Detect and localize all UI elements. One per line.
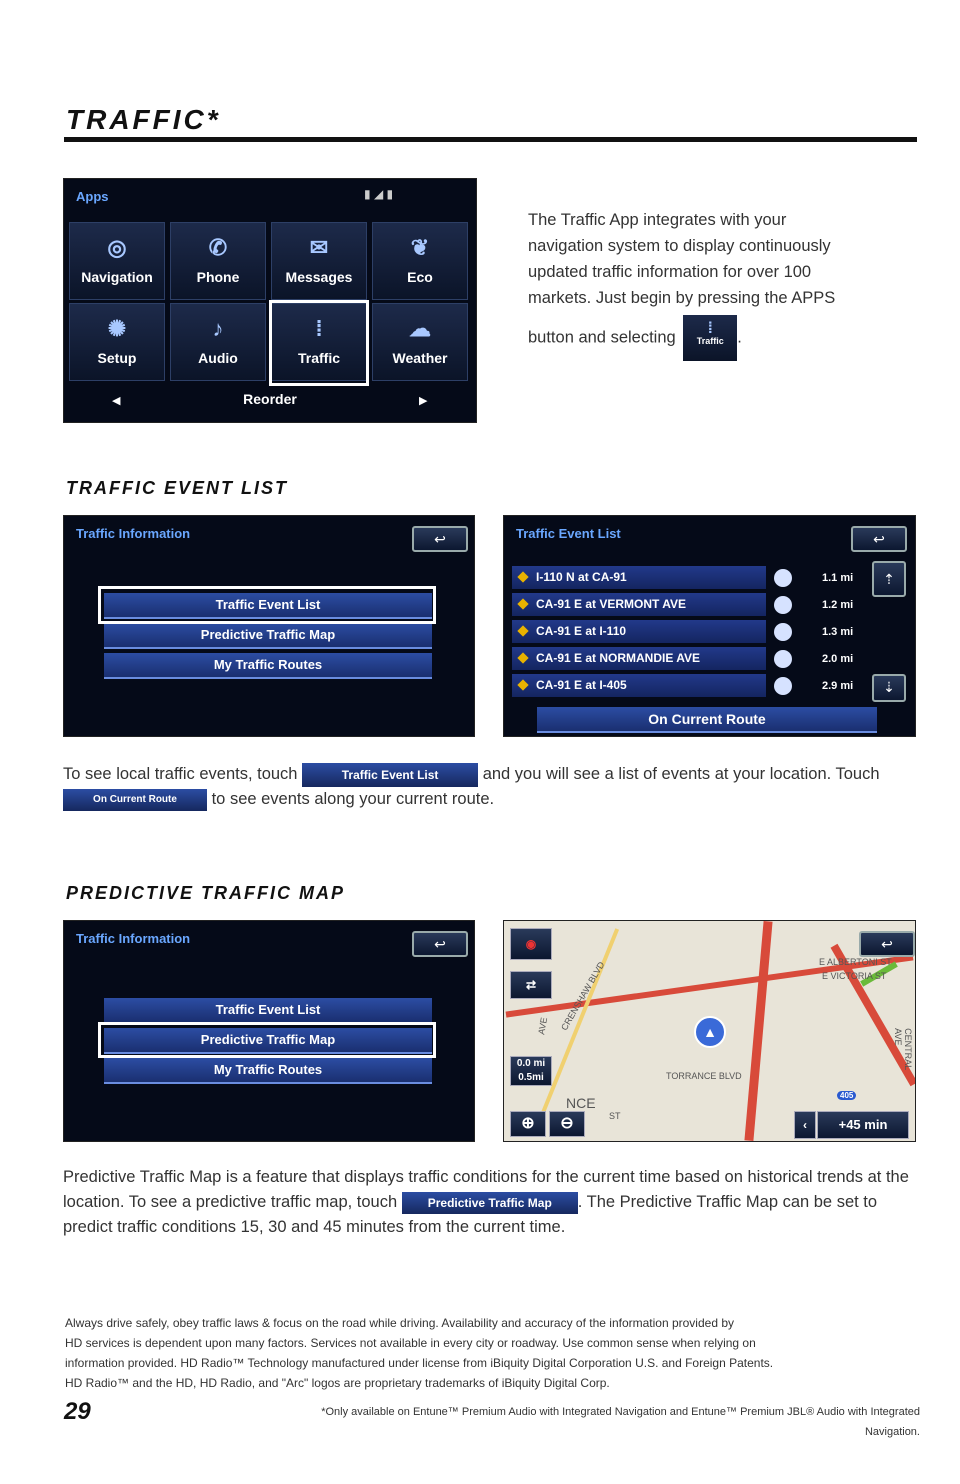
scale-indicator[interactable]: 0.0 mi 0.5mi: [510, 1056, 552, 1086]
highway-shield-icon: 405: [837, 1091, 856, 1100]
traffic-app-icon: ⁞ Traffic: [683, 315, 737, 361]
zoom-in-icon[interactable]: ⊕: [510, 1111, 546, 1137]
scroll-down-icon[interactable]: ⇣: [872, 674, 906, 702]
back-icon[interactable]: ↩: [851, 526, 907, 552]
warning-diamond-icon: [517, 598, 528, 609]
street-label: ST: [609, 1111, 621, 1121]
music-note-icon: ♪: [212, 316, 224, 341]
route-options-icon[interactable]: ⇄: [510, 971, 552, 999]
event-row[interactable]: CA-91 E at VERMONT AVE: [512, 593, 766, 616]
inline-traffic-event-list-button: Traffic Event List: [302, 763, 478, 787]
street-label: E VICTORIA ST: [822, 971, 887, 981]
street-label: CENTRAL AVE: [892, 1028, 913, 1070]
traffic-event-list-button[interactable]: Traffic Event List: [104, 998, 432, 1024]
warning-diamond-icon: [517, 679, 528, 690]
my-traffic-routes-button[interactable]: My Traffic Routes: [104, 1058, 432, 1084]
traffic-light-icon: ⁞: [315, 316, 323, 341]
warning-diamond-icon: [517, 571, 528, 582]
footnote: *Only available on Entune™ Premium Audio with Integrated Navigation and Entune™ Premium JBL® Audio with Integrated Navigation.: [321, 1406, 920, 1438]
phone-icon: ✆: [208, 235, 228, 260]
left-arrow-icon[interactable]: ◀: [112, 395, 121, 407]
event-type-icon: [774, 596, 792, 614]
event-distance: 2.9 mi: [822, 680, 854, 692]
event-list-highlight: [98, 586, 436, 624]
traffic-info-screenshot-1: [63, 515, 475, 737]
event-type-icon: [774, 677, 792, 695]
warning-diamond-icon: [517, 652, 528, 663]
apps-screenshot: [63, 178, 477, 423]
predictive-map-highlight: [98, 1022, 436, 1058]
disclaimer: Always drive safely, obey traffic laws & focus on the road while driving. Availability and accuracy of the information provided by HD services is dependent upon many factors. Services not available in every city or roadway. Use common sense when relying on information provided. HD Radio™ Technology manufactured under license from iBiquity Digital Corporation U.S. and Foreign Patents. HD Radio™ and the HD, HD Radio, and "Arc" logos are proprietary trademarks of iBiquity Digital Corp.: [65, 1316, 774, 1390]
warning-diamond-icon: [517, 625, 528, 636]
app-tile-audio[interactable]: ♪ Audio: [170, 303, 266, 381]
event-distance: 1.3 mi: [822, 626, 854, 638]
scroll-up-icon[interactable]: ⇡: [872, 561, 906, 597]
envelope-icon: ✉: [309, 235, 329, 260]
event-list-screenshot: [503, 515, 916, 737]
reorder-button[interactable]: Reorder: [243, 391, 297, 407]
event-distance: 1.2 mi: [822, 599, 854, 611]
gear-icon: ✺: [107, 316, 127, 341]
back-icon[interactable]: ↩: [859, 931, 915, 957]
page-number: 29: [64, 1398, 91, 1425]
right-arrow-icon[interactable]: ▶: [419, 395, 428, 407]
navigation-icon: ◎: [107, 235, 127, 260]
status-icons: ▮ ◢ ▮: [364, 187, 394, 201]
predictive-traffic-map-button[interactable]: Predictive Traffic Map: [104, 1028, 432, 1054]
app-tile-eco[interactable]: ❦ Eco: [372, 222, 468, 300]
section-heading-event-list: TRAFFIC EVENT LIST: [66, 478, 288, 498]
leaf-icon: ❦: [410, 235, 430, 260]
event-type-icon: [774, 650, 792, 668]
forecast-time-button[interactable]: +45 min: [817, 1111, 909, 1139]
map-road: [744, 921, 772, 1141]
intro-paragraph: The Traffic App integrates with your navigation system to display continuously updated traffic information for over 100 markets. Just begin by pressing the APPS button and selecting ⁞ Traffic .: [528, 207, 908, 361]
event-row[interactable]: CA-91 E at NORMANDIE AVE: [512, 647, 766, 670]
chevron-left-icon[interactable]: ‹: [794, 1111, 816, 1139]
predictive-paragraph: Predictive Traffic Map is a feature that displays traffic conditions for the current time based on historical trends at the location. To see a predictive traffic map, touch Predictive Traffic Map . The Predictive Traffic Map can be set to predict traffic conditions 15, 30 and 45 minutes from the current time.: [63, 1168, 909, 1236]
event-list-paragraph: To see local traffic events, touch Traffic Event List and you will see a list of events at your location. Touch On Current Route to see events along your current route.: [63, 762, 923, 812]
zoom-out-icon[interactable]: ⊖: [549, 1111, 585, 1137]
inline-predictive-traffic-map-button: Predictive Traffic Map: [402, 1192, 578, 1214]
inline-on-current-route-button: On Current Route: [63, 789, 207, 811]
vehicle-position-icon: ▲: [694, 1016, 726, 1048]
event-distance: 1.1 mi: [822, 572, 854, 584]
apps-title: Apps: [76, 189, 109, 204]
section-heading-predictive: PREDICTIVE TRAFFIC MAP: [66, 883, 346, 903]
app-tile-setup[interactable]: ✺ Setup: [69, 303, 165, 381]
traffic-highlight: [269, 300, 369, 386]
app-tile-phone[interactable]: ✆ Phone: [170, 222, 266, 300]
traffic-info-title: Traffic Information: [76, 526, 191, 541]
event-row[interactable]: CA-91 E at I-405: [512, 674, 766, 697]
cloud-icon: ☁: [409, 316, 431, 341]
street-label: NCE: [566, 1095, 596, 1111]
event-list-title: Traffic Event List: [516, 526, 621, 541]
app-tile-weather[interactable]: ☁ Weather: [372, 303, 468, 381]
event-row[interactable]: CA-91 E at I-110: [512, 620, 766, 643]
my-traffic-routes-button[interactable]: My Traffic Routes: [104, 653, 432, 679]
event-distance: 2.0 mi: [822, 653, 854, 665]
street-label: TORRANCE BLVD: [666, 1071, 742, 1081]
predictive-traffic-map-button[interactable]: Predictive Traffic Map: [104, 623, 432, 649]
app-tile-messages[interactable]: ✉ Messages: [271, 222, 367, 300]
street-label: E ALBERTONI ST: [819, 957, 892, 967]
street-label: CRENSHAW BLVD: [559, 959, 607, 1033]
street-label: AVE: [536, 1016, 550, 1036]
event-type-icon: [774, 623, 792, 641]
event-row[interactable]: I-110 N at CA-91: [512, 566, 766, 589]
compass-icon[interactable]: ◉: [510, 928, 552, 960]
traffic-event-list-button[interactable]: Traffic Event List: [104, 593, 432, 619]
app-tile-navigation[interactable]: ◎ Navigation: [69, 222, 165, 300]
traffic-info-screenshot-2: [63, 920, 475, 1142]
on-current-route-button[interactable]: On Current Route: [537, 707, 877, 733]
predictive-map-screenshot: [503, 920, 916, 1142]
back-icon[interactable]: ↩: [412, 931, 468, 957]
page-title: TRAFFIC*: [66, 104, 221, 135]
title-rule: [64, 137, 917, 142]
app-tile-traffic[interactable]: ⁞ Traffic: [271, 303, 367, 381]
traffic-info-title: Traffic Information: [76, 931, 191, 946]
event-type-icon: [774, 569, 792, 587]
back-icon[interactable]: ↩: [412, 526, 468, 552]
